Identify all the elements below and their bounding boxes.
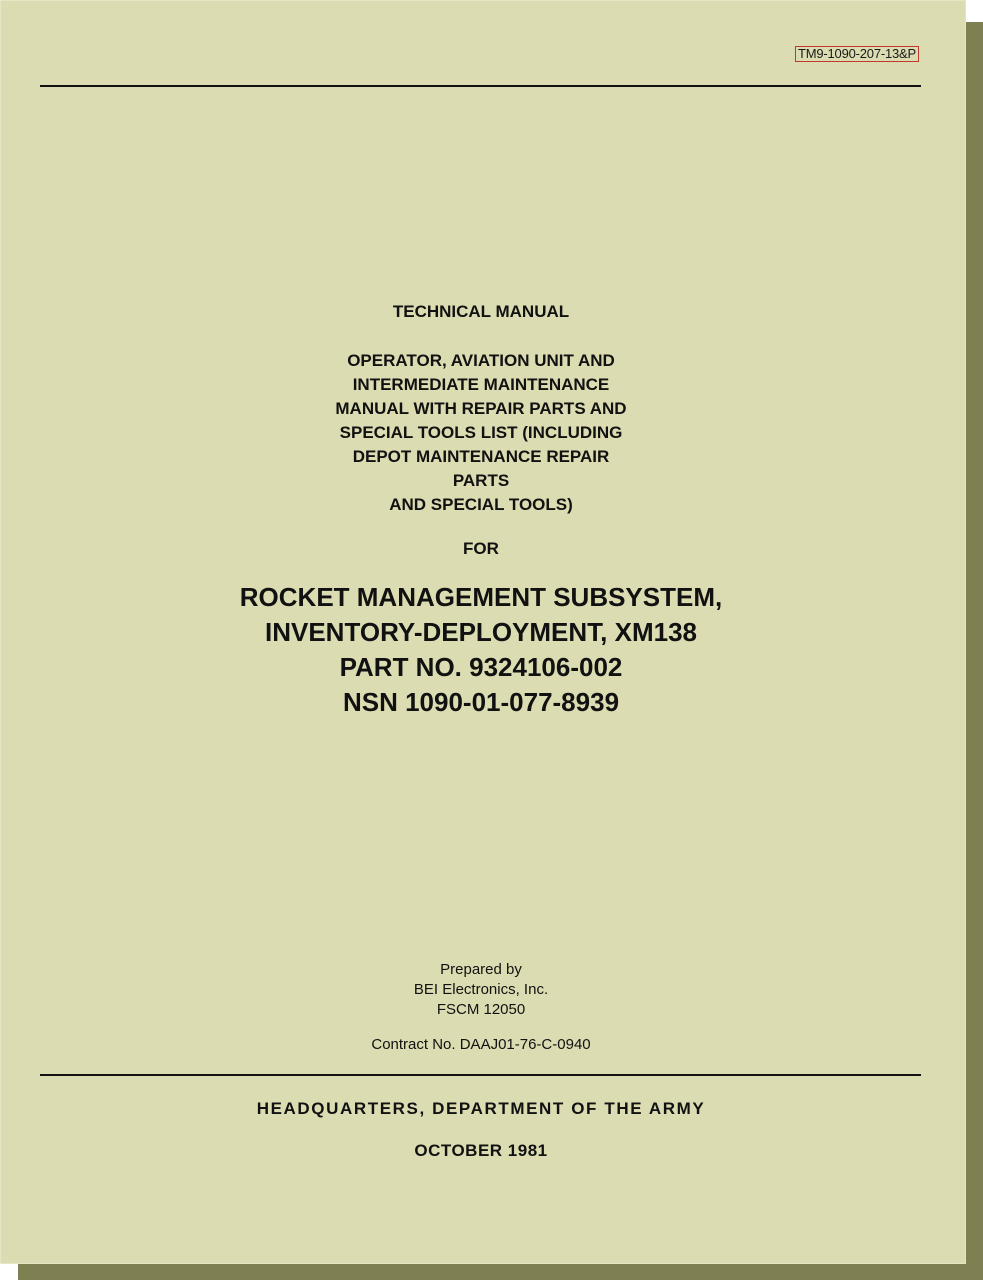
top-divider [40,85,921,87]
prepared-by-label: Prepared by [440,961,522,978]
bottom-divider [40,1074,921,1076]
nsn-number: NSN 1090-01-077-8939 [342,687,620,717]
main-title [0,580,962,720]
subtitle-line: MANUAL WITH REPAIR PARTS AND [335,399,627,418]
contract-number: Contract No. DAAJ01-76-C-0940 [371,1036,591,1053]
document-heading: TECHNICAL MANUAL [392,302,570,321]
main-title-line: INVENTORY-DEPLOYMENT, XM138 [265,617,697,647]
preparer-info [0,960,962,1020]
publication-date: OCTOBER 1981 [414,1141,548,1160]
for-label: FOR [463,539,499,558]
manual-subtitle [0,349,962,517]
fscm-code: FSCM 12050 [436,1001,526,1018]
subtitle-line: AND SPECIAL TOOLS) [389,495,573,514]
main-title-line: ROCKET MANAGEMENT SUBSYSTEM, [239,582,723,612]
issuing-organization: HEADQUARTERS, DEPARTMENT OF THE ARMY [256,1099,706,1118]
subtitle-line: PARTS [452,471,510,490]
subtitle-line: SPECIAL TOOLS LIST (INCLUDING [339,423,623,442]
subtitle-line: INTERMEDIATE MAINTENANCE [352,375,610,394]
subtitle-line: OPERATOR, AVIATION UNIT AND [347,351,615,370]
subtitle-line: DEPOT MAINTENANCE REPAIR [352,447,610,466]
document-code: TM9-1090-207-13&P [795,46,919,62]
preparer-company: BEI Electronics, Inc. [413,981,549,998]
part-number: PART NO. 9324106-002 [339,652,623,682]
